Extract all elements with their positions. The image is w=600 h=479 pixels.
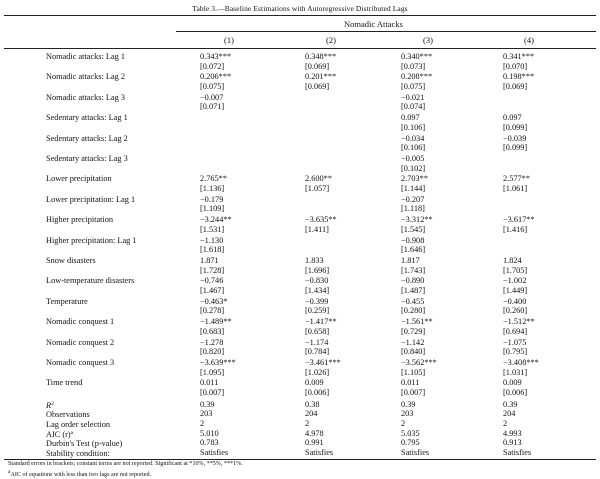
coef-cell: −1.002 <box>503 276 527 286</box>
se-cell: [0.694] <box>503 326 528 336</box>
se-cell: [0.073] <box>401 61 426 71</box>
row-label: Nomadic attacks: Lag 1 <box>46 52 126 61</box>
se-cell: [1.109] <box>200 204 225 214</box>
stat-cell: 2 <box>401 419 406 428</box>
coef-cell: −1.174 <box>305 337 329 347</box>
se-cell: [0.069] <box>305 82 330 91</box>
coef-cell: −3.244** <box>200 215 232 225</box>
coef-cell: 2.600** <box>305 174 332 184</box>
stat-cell: 204 <box>503 409 516 419</box>
se-cell: [0.069] <box>305 61 330 71</box>
row-label: Temperature <box>46 296 88 306</box>
row-label: Sedentary attacks: Lag 3 <box>46 154 128 163</box>
stat-cell: 4.993 <box>503 428 522 438</box>
se-cell: [0.259] <box>305 306 330 316</box>
stat-label-sup: 2 <box>51 400 54 407</box>
se-cell: [0.070] <box>503 61 528 71</box>
top-rule <box>4 15 596 16</box>
coef-cell: 0.011 <box>401 378 420 388</box>
stat-cell: 0.991 <box>305 438 324 448</box>
stat-cell: 5.035 <box>401 428 420 438</box>
coef-cell: −3.312** <box>401 215 433 225</box>
se-cell: [1.136] <box>200 184 225 193</box>
coef-cell: −1.561** <box>401 317 433 327</box>
stat-cell: 2 <box>305 419 310 428</box>
coef-cell: −1.489** <box>200 317 232 327</box>
coef-cell: −0.890 <box>401 276 425 286</box>
row-label: Snow disasters <box>46 256 96 265</box>
coef-cell: −1.075 <box>503 337 527 347</box>
se-cell: [0.729] <box>401 326 426 336</box>
stat-cell: 0.39 <box>503 399 518 409</box>
se-cell: [1.031] <box>503 367 528 377</box>
column-header: (4) <box>524 35 534 45</box>
coef-cell: −3.408*** <box>503 358 539 367</box>
stat-cell: 0.913 <box>503 438 522 448</box>
coef-cell: −0.034 <box>401 133 425 143</box>
coef-cell: 0.340*** <box>401 52 433 61</box>
coef-cell: 0.198*** <box>503 72 535 82</box>
coef-cell: −0.179 <box>200 194 224 204</box>
coef-cell: 0.341*** <box>503 52 535 61</box>
row-label: Low-temperature disasters <box>46 276 135 286</box>
row-label: Lower precipitation: Lag 1 <box>46 194 136 204</box>
row-label: Sedentary attacks: Lag 2 <box>46 133 128 143</box>
se-cell: [0.106] <box>401 143 426 153</box>
se-cell: [1.026] <box>305 367 330 377</box>
row-label: Nomadic attacks: Lag 2 <box>46 72 126 82</box>
coef-cell: −1.278 <box>200 337 224 347</box>
se-cell: [0.683] <box>200 326 225 336</box>
se-cell: [1.467] <box>200 286 225 295</box>
coef-cell: 0.009 <box>305 378 324 388</box>
se-cell: [0.840] <box>401 347 426 357</box>
coef-cell: 0.009 <box>503 378 522 388</box>
stat-cell: Satisfies <box>401 447 430 457</box>
se-cell: [1.531] <box>200 224 225 234</box>
column-header: (1) <box>224 35 234 45</box>
coef-cell: −0.399 <box>305 296 329 306</box>
header-rule <box>4 48 596 49</box>
se-cell: [1.449] <box>503 286 528 295</box>
se-cell: [0.278] <box>200 306 225 316</box>
coef-cell: −0.746 <box>200 276 224 286</box>
stat-cell: 203 <box>401 409 414 419</box>
table-title: Table 3.—Baseline Estimations with Autoregressive Distributed Lags <box>192 4 408 13</box>
coef-cell: −0.007 <box>200 92 224 102</box>
column-header: (3) <box>423 35 433 45</box>
group-header-rule <box>176 31 596 32</box>
row-label: Sedentary attacks: Lag 1 <box>46 113 128 123</box>
se-cell: [1.144] <box>401 184 426 193</box>
se-cell: [0.075] <box>200 82 225 91</box>
stat-label-text: Stability condition: <box>46 448 110 458</box>
coef-cell: −0.005 <box>401 154 425 163</box>
coef-cell: 1.871 <box>200 256 219 265</box>
coef-cell: −3.635** <box>305 215 337 225</box>
se-cell: [1.105] <box>401 367 426 377</box>
se-cell: [0.820] <box>200 347 225 357</box>
coef-cell: −3.461*** <box>305 358 341 367</box>
row-label: Higher precipitation <box>46 215 114 225</box>
se-cell: [1.095] <box>200 367 225 377</box>
coef-cell: −1.142 <box>401 337 425 347</box>
coef-cell: −0.908 <box>401 235 425 245</box>
stat-cell: 0.783 <box>200 438 219 448</box>
stat-cell: 5.010 <box>200 428 219 438</box>
row-label: Nomadic conquest 1 <box>46 317 115 327</box>
se-cell: [1.545] <box>401 224 426 234</box>
coef-cell: 0.201*** <box>305 72 337 82</box>
row-label: Nomadic attacks: Lag 3 <box>46 92 126 102</box>
se-cell: [1.743] <box>401 265 426 275</box>
coef-cell: 2.577** <box>503 174 530 184</box>
coef-cell: −0.463* <box>200 296 228 306</box>
se-cell: [0.074] <box>401 102 426 112</box>
stat-cell: Satisfies <box>503 447 532 457</box>
se-cell: [0.260] <box>503 306 528 316</box>
se-cell: [0.071] <box>200 102 225 112</box>
stat-cell: 0.795 <box>401 438 420 448</box>
coef-cell: 0.011 <box>200 378 219 388</box>
se-cell: [0.658] <box>305 326 330 336</box>
stat-label-text: R <box>46 400 52 410</box>
se-cell: [1.411] <box>305 224 329 234</box>
se-cell: [0.784] <box>305 347 330 357</box>
se-cell: [1.118] <box>401 204 425 214</box>
coef-cell: −0.207 <box>401 194 425 204</box>
coef-cell: 0.208*** <box>401 72 433 82</box>
stat-cell: 0.39 <box>401 399 416 409</box>
stat-cell: 2 <box>503 419 508 428</box>
se-cell: [1.646] <box>401 245 426 255</box>
stat-cell: 4.978 <box>305 428 324 438</box>
stat-label-text: Observations <box>46 410 90 420</box>
coef-cell: −3.617** <box>503 215 535 225</box>
coef-cell: −1.417** <box>305 317 337 327</box>
se-cell: [0.007] <box>200 388 225 397</box>
row-label: Nomadic conquest 3 <box>46 358 115 367</box>
coef-cell: −0.400 <box>503 296 527 306</box>
se-cell: [1.416] <box>503 224 528 234</box>
stat-cell: 2 <box>200 419 205 428</box>
se-cell: [0.280] <box>401 306 426 316</box>
coef-cell: 2.703** <box>401 174 428 184</box>
se-cell: [0.072] <box>200 61 225 71</box>
se-cell: [1.057] <box>305 184 330 193</box>
se-cell: [0.795] <box>503 347 528 357</box>
bottom-rule <box>4 459 596 460</box>
se-cell: [1.061] <box>503 184 528 193</box>
se-cell: [1.434] <box>305 286 330 295</box>
stat-label <box>46 448 110 459</box>
coef-cell: 0.097 <box>503 113 522 123</box>
coef-cell: 0.097 <box>401 113 420 123</box>
coef-cell: 1.824 <box>503 256 522 265</box>
se-cell: [0.102] <box>401 163 426 173</box>
se-cell: [0.069] <box>503 82 528 91</box>
stat-cell: 203 <box>200 409 213 419</box>
column-header: (2) <box>326 35 336 45</box>
group-header: Nomadic Attacks <box>344 19 403 29</box>
se-cell: [1.487] <box>401 286 426 295</box>
se-cell: [0.099] <box>503 143 528 153</box>
coef-cell: 2.765** <box>200 174 227 184</box>
coef-cell: −0.021 <box>401 92 425 102</box>
stat-label-sup: a <box>70 429 74 436</box>
stat-cell: 204 <box>305 409 318 419</box>
coef-cell: −0.039 <box>503 133 527 143</box>
coef-cell: −1.130 <box>200 235 224 245</box>
footnote-aic: $^a$AIC of equations with less than two lags are not reported. <box>8 469 152 478</box>
se-cell: [1.705] <box>503 265 528 275</box>
se-cell: [1.696] <box>305 265 330 275</box>
coef-cell: −0.455 <box>401 296 425 306</box>
se-cell: [0.106] <box>401 122 426 132</box>
stat-cell: 0.39 <box>200 399 215 409</box>
se-cell: [1.618] <box>200 245 225 255</box>
coef-cell: −3.562*** <box>401 358 437 367</box>
coef-cell: −1.512** <box>503 317 535 327</box>
row-label: Higher precipitation: Lag 1 <box>46 235 137 245</box>
row-label: Time trend <box>46 378 83 388</box>
se-cell: [0.007] <box>401 388 426 397</box>
se-cell: [0.099] <box>503 122 528 132</box>
stat-label-text: AIC (r) <box>46 429 71 439</box>
stat-cell: Satisfies <box>200 447 229 457</box>
stat-cell: Satisfies <box>305 447 334 457</box>
coef-cell: −3.639*** <box>200 358 236 367</box>
stat-label-text: Durbin's Test (p-value) <box>46 439 123 449</box>
coef-cell: 0.348*** <box>305 52 337 61</box>
row-label: Nomadic conquest 2 <box>46 337 115 347</box>
stat-cell: 0.38 <box>305 399 320 409</box>
row-label: Lower precipitation <box>46 174 112 184</box>
se-cell: [0.075] <box>401 82 426 91</box>
coef-cell: 1.833 <box>305 256 324 265</box>
coef-cell: 1.817 <box>401 256 420 265</box>
se-cell: [1.728] <box>200 265 225 275</box>
coef-cell: 0.206*** <box>200 72 232 82</box>
se-cell: [0.006] <box>305 388 330 397</box>
footnote-significance: Standard errors in brackets; constant terms are not reported. Significant at *10%, **5%, ***1%. <box>8 461 243 467</box>
coef-cell: 0.343*** <box>200 52 232 61</box>
coef-cell: −0.830 <box>305 276 329 286</box>
stat-label-text: Lag order selection <box>46 420 111 429</box>
se-cell: [0.006] <box>503 388 528 397</box>
